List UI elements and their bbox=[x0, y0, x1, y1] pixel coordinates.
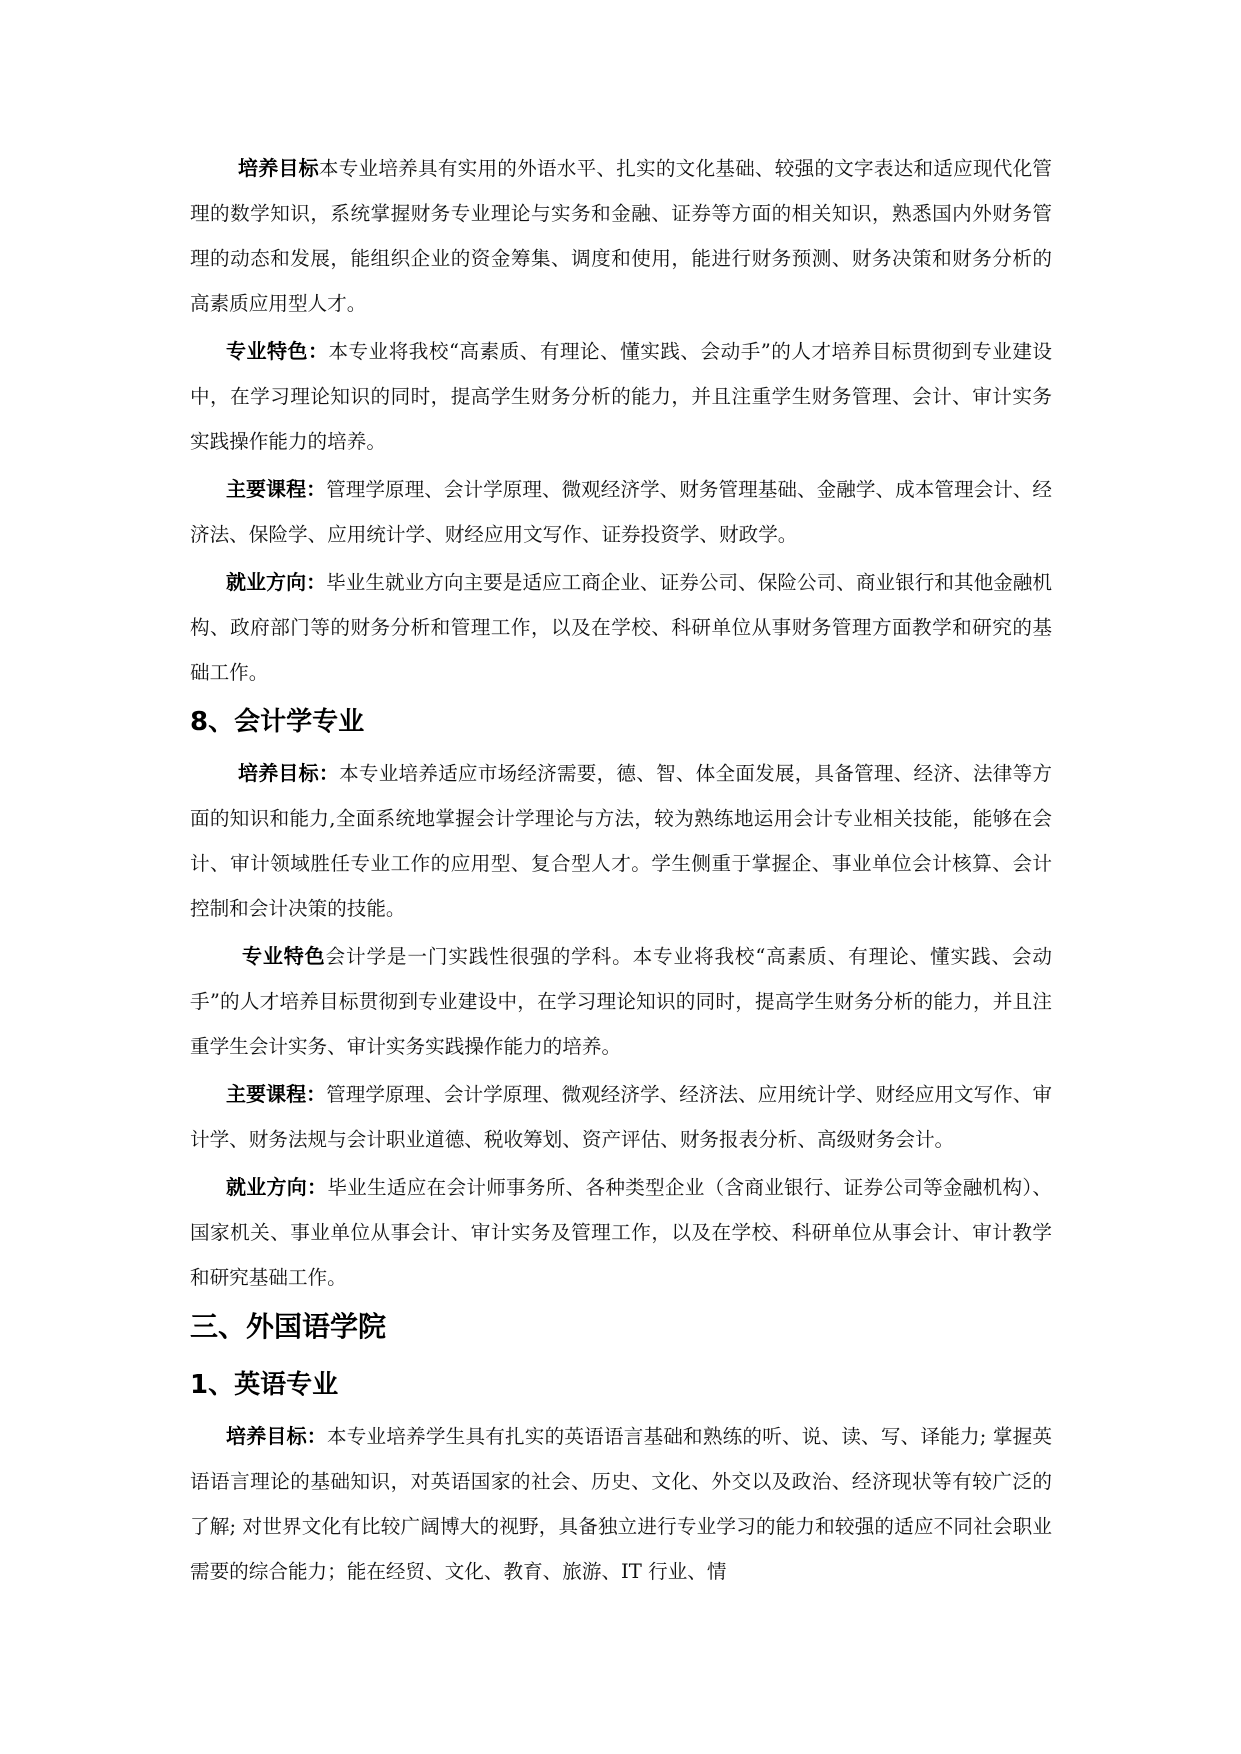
english-goal-text: 本专业培养学生具有扎实的英语语言基础和熟练的听、说、读、写、译能力; 掌握英语语言理论的基础知识，对英语国家的社会、历史、文化、外交以及政治、经济现状等有较广泛的了解; 对世界文化有比较广阔博大的视野，具备独立进行专业学习的能力和较强的适应不同社会职业需要的综合能力；能在经贸、文化、教育、旅游、IT 行业、情 bbox=[190, 1425, 1052, 1583]
accounting-heading: 8、会计学专业 bbox=[190, 707, 365, 737]
accounting-courses-paragraph bbox=[190, 1072, 1052, 1162]
finance-career-paragraph bbox=[190, 560, 1052, 695]
finance-goal-text: 本专业培养具有实用的外语水平、扎实的文化基础、较强的文字表达和适应现代化管理的数学知识，系统掌握财务专业理论与实务和金融、证券等方面的相关知识，熟悉国内外财务管理的动态和发展，能组织企业的资金筹集、调度和使用，能进行财务预测、财务决策和财务分析的高素质应用型人才。 bbox=[190, 157, 1053, 315]
accounting-goal-paragraph bbox=[190, 751, 1052, 931]
finance-career-label: 就业方向： bbox=[226, 570, 327, 594]
page-content bbox=[190, 146, 1052, 1597]
finance-feature-label: 专业特色： bbox=[226, 339, 329, 363]
finance-courses-label: 主要课程： bbox=[226, 477, 327, 501]
accounting-courses-label: 主要课程： bbox=[226, 1082, 327, 1106]
accounting-feature-text: 会计学是一门实践性很强的学科。本专业将我校“高素质、有理论、懂实践、会动手”的人才培养目标贯彻到专业建设中，在学习理论知识的同时，提高学生财务分析的能力，并且注重学生会计实务、审计实务实践操作能力的培养。 bbox=[190, 945, 1052, 1058]
finance-goal-paragraph bbox=[190, 146, 1052, 326]
english-goal-label: 培养目标： bbox=[226, 1424, 327, 1448]
accounting-career-paragraph bbox=[190, 1165, 1052, 1300]
finance-courses-paragraph bbox=[190, 467, 1052, 557]
english-goal-paragraph bbox=[190, 1414, 1052, 1594]
finance-feature-paragraph bbox=[190, 329, 1052, 464]
accounting-courses-text: 管理学原理、会计学原理、微观经济学、经济法、应用统计学、财经应用文写作、审计学、财务法规与会计职业道德、税收筹划、资产评估、财务报表分析、高级财务会计。 bbox=[190, 1083, 1053, 1151]
foreign-language-school-heading: 三、外国语学院 bbox=[190, 1310, 387, 1343]
finance-courses-text: 管理学原理、会计学原理、微观经济学、财务管理基础、金融学、成本管理会计、经济法、保险学、应用统计学、财经应用文写作、证券投资学、财政学。 bbox=[190, 478, 1053, 546]
finance-goal-label: 培养目标 bbox=[238, 156, 319, 180]
accounting-career-text: 毕业生适应在会计师事务所、各种类型企业（含商业银行、证券公司等金融机构）、国家机关、事业单位从事会计、审计实务及管理工作，以及在学校、科研单位从事会计、审计教学和研究基础工作。 bbox=[190, 1176, 1053, 1289]
accounting-feature-paragraph bbox=[190, 934, 1052, 1069]
english-major-heading: 1、英语专业 bbox=[190, 1370, 339, 1400]
accounting-career-label: 就业方向： bbox=[226, 1175, 328, 1199]
finance-career-text: 毕业生就业方向主要是适应工商企业、证券公司、保险公司、商业银行和其他金融机构、政府部门等的财务分析和管理工作，以及在学校、科研单位从事财务管理方面教学和研究的基础工作。 bbox=[190, 571, 1053, 684]
finance-feature-text: 本专业将我校“高素质、有理论、懂实践、会动手”的人才培养目标贯彻到专业建设中，在学习理论知识的同时，提高学生财务分析的能力，并且注重学生财务管理、会计、审计实务实践操作能力的培养。 bbox=[190, 340, 1052, 453]
accounting-feature-label: 专业特色 bbox=[242, 944, 326, 968]
accounting-goal-label: 培养目标： bbox=[238, 761, 340, 785]
accounting-goal-text: 本专业培养适应市场经济需要，德、智、体全面发展，具备管理、经济、法律等方面的知识和能力,全面系统地掌握会计学理论与方法，较为熟练地运用会计专业相关技能，能够在会计、审计领域胜任专业工作的应用型、复合型人才。学生侧重于掌握企、事业单位会计核算、会计控制和会计决策的技能。 bbox=[190, 762, 1052, 920]
